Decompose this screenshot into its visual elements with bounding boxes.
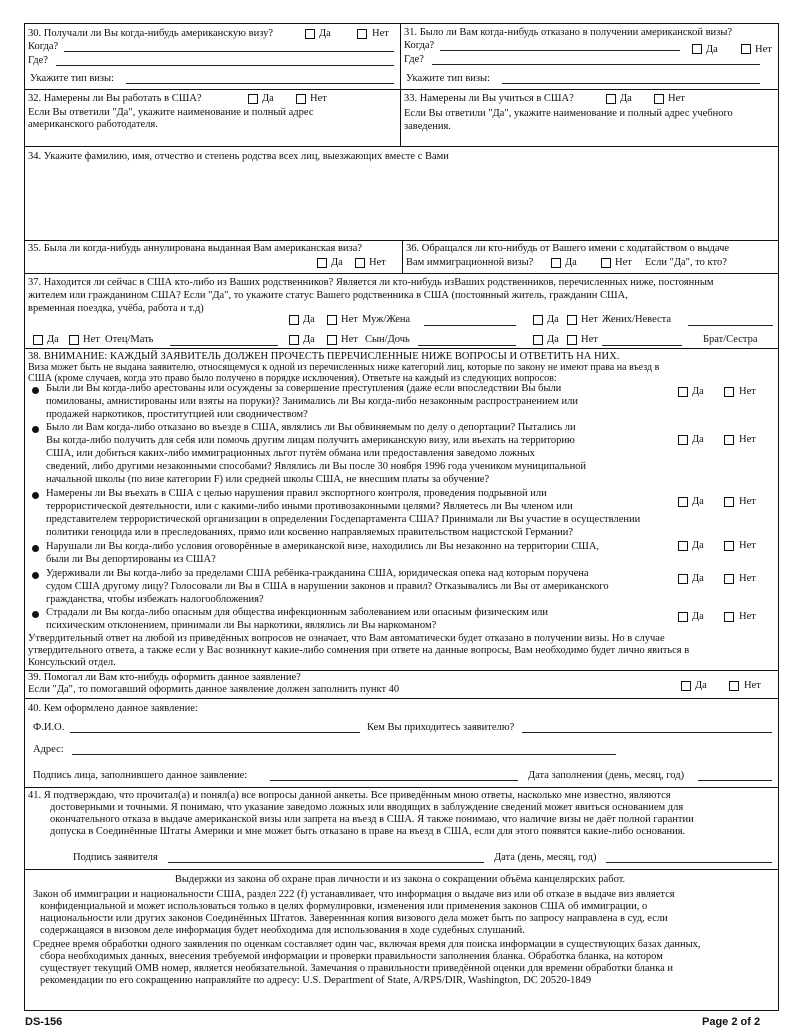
q40-relation-field[interactable] <box>522 732 772 733</box>
q37-sibling-no-checkbox[interactable] <box>567 335 577 345</box>
law-line: сбора необходимых данных, внесения требуемой информации и проверки правильности заполнения бланка. Обработка бланка, на котором <box>40 951 663 962</box>
law-line: Закон об иммиграции и национальности США, раздел 222 (f) устанавливает, что информация о выдаче виз или об отказе в выдаче виз является <box>33 889 675 900</box>
q30-visa-type-label: Укажите тип визы: <box>30 73 115 84</box>
q37-child-yes-checkbox[interactable] <box>289 335 299 345</box>
q37-parent-yes-checkbox[interactable] <box>33 335 43 345</box>
q36-yes-label: Да <box>565 257 577 268</box>
bullet-icon <box>32 611 39 618</box>
q37-parent-field[interactable] <box>170 345 278 346</box>
q37-spouse-no-checkbox[interactable] <box>327 315 337 325</box>
q34-label: 34. Укажите фамилию, имя, отчество и степень родства всех лиц, выезжающих вместе с Вами <box>28 151 449 162</box>
q38-item-no-checkbox[interactable] <box>724 435 734 445</box>
q41-signature-field[interactable] <box>168 862 484 863</box>
divider <box>24 670 779 671</box>
q37-spouse-field[interactable] <box>424 325 516 326</box>
q37-spouse-yes-checkbox[interactable] <box>289 315 299 325</box>
q38-item-yes-checkbox[interactable] <box>678 497 688 507</box>
q38-yes-label: Да <box>692 386 704 397</box>
q39-label-2: Если "Да", то помогавший оформить данное заявление должен заполнить пункт 40 <box>28 684 400 695</box>
law-title: Выдержки из закона об охране прав личности и из закона о сокращении объёма канцелярских работ. <box>174 874 626 885</box>
q41-text-4: допуска в Соединённые Штаты Америки и мне может быть отказано в праве на въезд в США, если для этого появятся какие-либо основания. <box>50 826 686 837</box>
q38-item-no-checkbox[interactable] <box>724 497 734 507</box>
q38-title: 38. ВНИМАНИЕ: КАЖДЫЙ ЗАЯВИТЕЛЬ ДОЛЖЕН ПРОЧЕСТЬ ПЕРЕЧИСЛЕННЫЕ НИЖЕ ВОПРОСЫ И ОТВЕТИТЬ НА НИХ. <box>28 351 620 362</box>
q37-text-1: 37. Находится ли сейчас в США кто-либо из Ваших родственников? Является ли кто-нибудь изВаших родственников, перечисленных ниже, постоянным <box>28 277 714 288</box>
law-line: конфиденциальной и может использоваться только в целях формулировки, изменения или применения законов США об иммиграции, о <box>40 901 648 912</box>
q40-date-label: Дата заполнения (день, месяц, год) <box>528 770 685 781</box>
q40-date-field[interactable] <box>698 780 772 781</box>
q36-no-checkbox[interactable] <box>601 258 611 268</box>
q37-parent-label: Отец/Мать <box>105 334 154 345</box>
q33-no-checkbox[interactable] <box>654 94 664 104</box>
q37-parent-no-checkbox[interactable] <box>69 335 79 345</box>
q35-no-checkbox[interactable] <box>355 258 365 268</box>
q37-text-3: временная поездка, учёба, работа и т.д) <box>28 303 204 314</box>
q38-outro-3: Консульский отдел. <box>28 657 116 668</box>
q36-who-label: Если "Да", то кто? <box>645 257 727 268</box>
divider <box>400 89 401 146</box>
q36-label-2: Вам иммиграционной визы? <box>406 257 534 268</box>
q33-yes-label: Да <box>620 93 632 104</box>
q30-where-label: Где? <box>28 55 48 66</box>
q38-item-text: Удерживали ли Вы когда-либо за пределами США ребёнка-гражданина США, юридическая опека над которым поручена <box>46 568 589 579</box>
bullet-icon <box>32 572 39 579</box>
q30-no-label: Нет <box>372 28 389 39</box>
q39-yes-checkbox[interactable] <box>681 681 691 691</box>
q38-item-text: Намерены ли Вы въехать в США с целью нарушения правил экспортного контроля, проведения подрывной или <box>46 488 547 499</box>
q38-item-text: начальной школы (по визе категории F) или средней школы США, не внесшим платы за обучение? <box>46 474 490 485</box>
q31-no-checkbox[interactable] <box>741 44 751 54</box>
q35-label: 35. Была ли когда-нибудь аннулирована выданная Вам американская виза? <box>28 243 363 254</box>
q31-where-field[interactable] <box>432 64 760 65</box>
q40-name-label: Ф.И.О. <box>33 722 65 733</box>
q39-no-label: Нет <box>744 680 761 691</box>
law-line: существует текущий OMB номер, является необязательной. Замечания о правильности приведённой оценки для времени обработки бланка и <box>40 963 674 974</box>
q37-no-label: Нет <box>341 334 358 345</box>
bullet-icon <box>32 387 39 394</box>
q30-when-field[interactable] <box>64 51 394 52</box>
q41-date-field[interactable] <box>606 862 772 863</box>
q30-no-checkbox[interactable] <box>357 29 367 39</box>
q38-item-text: продажей наркотиков, проститутцией или сводничеством? <box>46 409 308 420</box>
q38-yes-label: Да <box>692 496 704 507</box>
q38-item-yes-checkbox[interactable] <box>678 574 688 584</box>
q38-item-text: Вы когда-либо получить для себя или помочь другим лицам получить американскую визу, или въехать на территорию <box>46 435 575 446</box>
q40-signature-field[interactable] <box>270 780 518 781</box>
q33-instruction-2: заведения. <box>404 121 451 132</box>
q40-title: 40. Кем оформлено данное заявление: <box>28 703 198 714</box>
q38-yes-label: Да <box>692 434 704 445</box>
q38-item-no-checkbox[interactable] <box>724 387 734 397</box>
q41-date-label: Дата (день, месяц, год) <box>494 852 597 863</box>
q32-yes-checkbox[interactable] <box>248 94 258 104</box>
q33-yes-checkbox[interactable] <box>606 94 616 104</box>
divider <box>24 348 779 349</box>
divider <box>402 240 403 273</box>
q33-label: 33. Намерены ли Вы учиться в США? <box>404 93 574 104</box>
q33-instruction-1: Если Вы ответили "Да", укажите наименование и полный адрес учебного <box>404 108 733 119</box>
law-line: содержащаяся в визовом деле информация будет необходима для использования в ходе судебных слушаний. <box>40 925 525 936</box>
bullet-icon <box>32 545 39 552</box>
divider <box>24 89 779 90</box>
q40-name-field[interactable] <box>70 732 360 733</box>
q31-when-field[interactable] <box>440 50 680 51</box>
law-line: рекомендации по его сокращению направляйте по адресу: U.S. Department of State, A/RPS/DIR, Washington, DC 20520-1849 <box>40 975 592 986</box>
bullet-icon <box>32 492 39 499</box>
form-id: DS-156 <box>25 1016 63 1028</box>
q31-visa-type-field[interactable] <box>502 83 760 84</box>
q37-spouse-label: Муж/Жена <box>362 314 411 325</box>
q38-no-label: Нет <box>739 573 756 584</box>
q38-item-yes-checkbox[interactable] <box>678 612 688 622</box>
q38-item-text: Было ли Вам когда-либо отказано во въезде в США, являлись ли Вы обвиняемым по делу о депортации? Пытались ли <box>46 422 576 433</box>
q33-no-label: Нет <box>668 93 685 104</box>
q37-sibling-label: Брат/Сестра <box>703 334 758 345</box>
q39-no-checkbox[interactable] <box>729 681 739 691</box>
q38-yes-label: Да <box>692 573 704 584</box>
q38-outro-1: Утвердительный ответ на любой из приведённых вопросов не означает, что Вам автоматически будет отказано в получении визы. Но в случае <box>28 633 665 644</box>
q37-child-label: Сын/Дочь <box>365 334 410 345</box>
q31-yes-checkbox[interactable] <box>692 44 702 54</box>
q32-no-checkbox[interactable] <box>296 94 306 104</box>
q38-item-text: Были ли Вы когда-либо арестованы или осуждены за совершение преступления (даже если впоследствии Вы были <box>46 383 562 394</box>
q35-yes-checkbox[interactable] <box>317 258 327 268</box>
q40-signature-label: Подпись лица, заполнившего данное заявление: <box>33 770 248 781</box>
q38-item-text: представителем террористической организации в определении Госдепартамента США? Принимали ли Вы участие в осуществлении <box>46 514 641 525</box>
q38-item-text: США, или добиться каких-либо иммиграционных льгот путём обмана или предоставления заведомо ложных <box>46 448 535 459</box>
q38-item-text: Страдали ли Вы когда-либо опасным для общества инфекционным заболеванием или опасным физическим или <box>46 607 548 618</box>
q38-item-text: сведений, либо другими незаконными способами? Являлись ли Вы после 30 ноября 1996 года учеником муниципальной <box>46 461 587 472</box>
q37-yes-label: Да <box>547 334 559 345</box>
divider <box>24 869 779 870</box>
q39-yes-label: Да <box>695 680 707 691</box>
q32-label: 32. Намерены ли Вы работать в США? <box>28 93 202 104</box>
q41-text-3: окончательного отказа в выдаче американской визы или запрета на въезд в США. Я также понимаю, что наличие визы не даёт полной гарантии <box>50 814 694 825</box>
q37-sibling-field[interactable] <box>602 345 682 346</box>
q41-text-1: 41. Я подтверждаю, что прочитал(а) и понял(а) все вопросы данной анкеты. Все приведённым мною ответы, насколько мне известно, являются <box>28 790 671 801</box>
q38-item-yes-checkbox[interactable] <box>678 387 688 397</box>
q32-yes-label: Да <box>262 93 274 104</box>
q38-item-no-checkbox[interactable] <box>724 541 734 551</box>
q32-no-label: Нет <box>310 93 327 104</box>
q37-sibling-yes-checkbox[interactable] <box>533 335 543 345</box>
divider <box>24 146 779 147</box>
q34-companions-field[interactable] <box>28 166 773 238</box>
q31-when-label: Когда? <box>404 40 435 51</box>
divider <box>24 787 779 788</box>
q38-yes-label: Да <box>692 540 704 551</box>
q37-fiance-no-checkbox[interactable] <box>567 315 577 325</box>
q37-no-label: Нет <box>341 314 358 325</box>
q37-yes-label: Да <box>47 334 59 345</box>
q38-no-label: Нет <box>739 540 756 551</box>
q38-item-no-checkbox[interactable] <box>724 574 734 584</box>
q38-outro-2: утвердительного ответа, а также если у Вас возникнут какие-либо сомнения при ответе на данные вопросы, Вам необходимо будет лично явиться в <box>28 645 690 656</box>
page-number: Page 2 of 2 <box>702 1016 761 1028</box>
q31-no-label: Нет <box>755 44 772 55</box>
q38-item-text: помилованы, амнистированы или взяты на поруки)? Занимались ли Вы когда-либо незаконным распространением или <box>46 396 578 407</box>
q37-child-no-checkbox[interactable] <box>327 335 337 345</box>
q36-label-1: 36. Обращался ли кто-нибудь от Вашего имени с ходатайством о выдаче <box>406 243 730 254</box>
q37-fiance-yes-checkbox[interactable] <box>533 315 543 325</box>
q38-item-text: гражданства, чтобы избежать налогообложения? <box>46 594 264 605</box>
q38-item-text: террористической деятельности, или с какими-либо иными противозаконными целями? Являетесь ли Вы членом или <box>46 501 573 512</box>
q38-item-yes-checkbox[interactable] <box>678 541 688 551</box>
q38-item-text: Нарушали ли Вы когда-либо условия оговорённые в американской визе, находились ли Вы незаконно на территории США, <box>46 541 600 552</box>
q31-visa-type-label: Укажите тип визы: <box>406 73 491 84</box>
q30-yes-label: Да <box>319 28 331 39</box>
q38-no-label: Нет <box>739 611 756 622</box>
q37-fiance-field[interactable] <box>688 325 773 326</box>
q37-no-label: Нет <box>581 334 598 345</box>
q38-no-label: Нет <box>739 434 756 445</box>
q38-intro-1: Виза может быть не выдана заявителю, относящемуся к одной из перечисленных ниже категорий лиц, которые по закону не имеют права на въезд в <box>28 362 660 373</box>
q32-instruction-2: американского работодателя. <box>28 119 158 130</box>
q31-label: 31. Было ли Вам когда-нибудь отказано в получении американской визы? <box>404 27 733 38</box>
q38-yes-label: Да <box>692 611 704 622</box>
divider <box>400 23 401 89</box>
q37-fiance-label: Жених/Невеста <box>602 314 672 325</box>
q38-item-yes-checkbox[interactable] <box>678 435 688 445</box>
q38-item-text: психическим отклонением, принимали ли Вы наркотики, являлись ли Вы наркоманом? <box>46 620 437 631</box>
q37-text-2: жителем или гражданином США? Если "Да", то укажите статус Вашего родственника в США (постоянный житель, гражданин США, <box>28 290 628 301</box>
q41-text-2: достоверными и точными. Я понимаю, что указание заведомо ложных или вводящих в заблуждение сведений может явиться основанием для <box>50 802 684 813</box>
q38-item-text: политики геноцида или в преследованиях, прямо или косвенно направляемых правительством нацистской Германии? <box>46 527 573 538</box>
q37-yes-label: Да <box>303 314 315 325</box>
q40-address-label: Адрес: <box>33 744 64 755</box>
q37-child-field[interactable] <box>418 345 516 346</box>
q41-signature-label: Подпись заявителя <box>73 852 158 863</box>
q30-visa-type-field[interactable] <box>126 83 394 84</box>
q36-yes-checkbox[interactable] <box>551 258 561 268</box>
q38-item-text: судом США другому лицу? Голосовали ли Вы в США в нарушении законов и правил? Отказывались ли Вы от американского <box>46 581 609 592</box>
q37-yes-label: Да <box>303 334 315 345</box>
divider <box>24 273 779 274</box>
q31-yes-label: Да <box>706 44 718 55</box>
q38-item-no-checkbox[interactable] <box>724 612 734 622</box>
q39-label-1: 39. Помогал ли Вам кто-нибудь оформить данное заявление? <box>28 672 301 683</box>
q35-no-label: Нет <box>369 257 386 268</box>
law-line: национальности или других законов Соединённых Штатов. Завереннная копия визового дела может быть по запросу направлена в суд, если <box>40 913 668 924</box>
q38-item-text: были ли Вы депортированы из США? <box>46 554 216 565</box>
q37-no-label: Нет <box>581 314 598 325</box>
q30-where-field[interactable] <box>56 65 394 66</box>
q30-label: 30. Получали ли Вы когда-нибудь американскую визу? <box>28 28 274 39</box>
q35-yes-label: Да <box>331 257 343 268</box>
q37-no-label: Нет <box>83 334 100 345</box>
q38-no-label: Нет <box>739 386 756 397</box>
q30-yes-checkbox[interactable] <box>305 29 315 39</box>
law-line: Среднее время обработки одного заявления по оценкам составляет один час, включая время для поиска информации в существующих базах данных, <box>33 939 701 950</box>
q40-address-field[interactable] <box>72 754 616 755</box>
q37-yes-label: Да <box>547 314 559 325</box>
bullet-icon <box>32 426 39 433</box>
divider <box>24 698 779 699</box>
q32-instruction-1: Если Вы ответили "Да", укажите наименование и полный адрес <box>28 107 314 118</box>
q40-relation-label: Кем Вы приходитесь заявителю? <box>367 722 515 733</box>
q38-no-label: Нет <box>739 496 756 507</box>
q31-where-label: Где? <box>404 54 424 65</box>
q36-no-label: Нет <box>615 257 632 268</box>
q38-intro-2: США (кроме случаев, когда это право было получено в порядке исключения). Ответьте на каждый из следующих вопросов: <box>28 373 557 384</box>
q30-when-label: Когда? <box>28 41 59 52</box>
